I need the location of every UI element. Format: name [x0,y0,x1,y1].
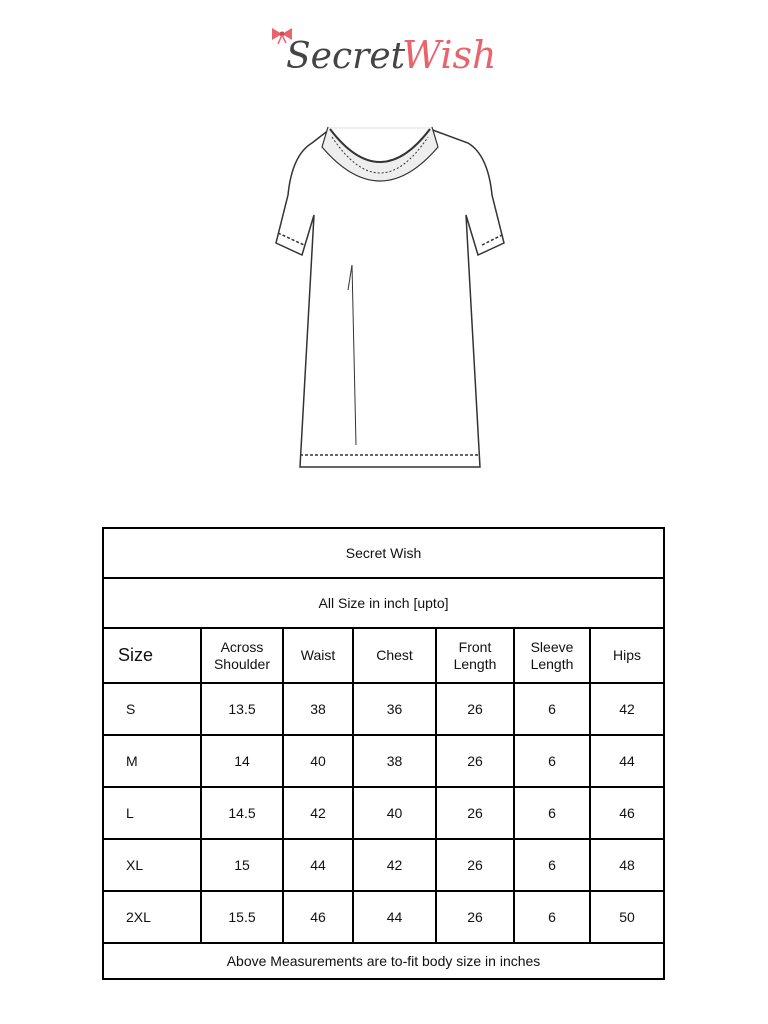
size-cell: S [103,683,201,735]
table-title: Secret Wish [103,528,664,578]
front-length-cell: 26 [436,839,514,891]
hips-cell: 44 [590,735,664,787]
waist-cell: 38 [283,683,353,735]
size-chart-table [102,527,665,980]
chest-cell: 44 [353,891,436,943]
header-front-length: Front Length [436,628,514,683]
table-row [103,683,664,735]
hips-cell: 42 [590,683,664,735]
shoulder-cell: 14 [201,735,283,787]
sleeve-length-cell: 6 [514,787,590,839]
size-cell: 2XL [103,891,201,943]
table-footnote: Above Measurements are to-fit body size in inches [103,943,664,979]
header-sleeve-length: Sleeve Length [514,628,590,683]
shoulder-cell: 15.5 [201,891,283,943]
header-hips: Hips [590,628,664,683]
size-cell: XL [103,839,201,891]
tshirt-illustration [230,115,530,485]
chest-cell: 38 [353,735,436,787]
sleeve-length-cell: 6 [514,839,590,891]
header-size: Size [103,628,201,683]
sleeve-length-cell: 6 [514,891,590,943]
shoulder-cell: 13.5 [201,683,283,735]
table-row [103,891,664,943]
header-waist: Waist [283,628,353,683]
logo-word-secret: Secret [286,36,406,77]
front-length-cell: 26 [436,787,514,839]
front-length-cell: 26 [436,683,514,735]
chest-cell: 42 [353,839,436,891]
hips-cell: 50 [590,891,664,943]
front-length-cell: 26 [436,891,514,943]
table-row [103,735,664,787]
waist-cell: 46 [283,891,353,943]
logo-word-wish: Wish [402,33,497,77]
header-chest: Chest [353,628,436,683]
waist-cell: 42 [283,787,353,839]
hips-cell: 46 [590,787,664,839]
sleeve-length-cell: 6 [514,683,590,735]
header-across-shoulder: Across Shoulder [201,628,283,683]
size-cell: L [103,787,201,839]
sleeve-length-cell: 6 [514,735,590,787]
table-row [103,839,664,891]
header-row [103,628,664,683]
chest-cell: 36 [353,683,436,735]
hips-cell: 48 [590,839,664,891]
size-cell: M [103,735,201,787]
table-row [103,787,664,839]
brand-logo [0,20,768,80]
shoulder-cell: 15 [201,839,283,891]
front-length-cell: 26 [436,735,514,787]
chest-cell: 40 [353,787,436,839]
waist-cell: 40 [283,735,353,787]
shoulder-cell: 14.5 [201,787,283,839]
waist-cell: 44 [283,839,353,891]
table-subtitle: All Size in inch [upto] [103,578,664,628]
